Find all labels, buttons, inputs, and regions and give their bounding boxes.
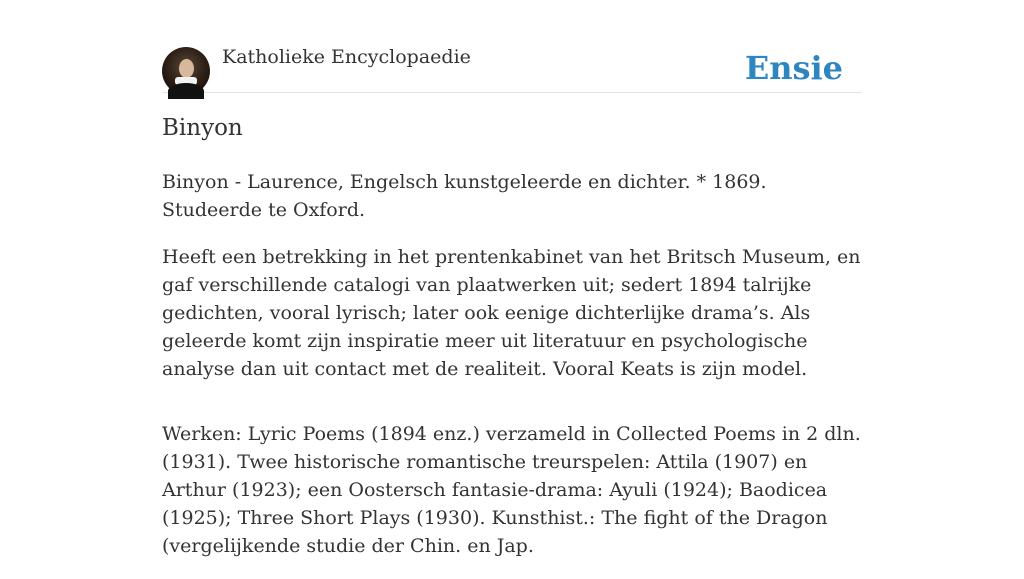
ensie-logo[interactable]: Ensie <box>744 49 843 87</box>
article-paragraph-career: Heeft een betrekking in het prentenkabinet van het Britsch Museum, en gaf verschillende catalogi van plaatwerken uit; sedert 1894 talrijke gedichten, vooral lyrisch; later ook eenige dichterlijke drama’s. Als geleerde komt zijn inspiratie meer uit literatuur en psychologische analyse dan uit contact met de realiteit. Vooral Keats is zijn model. <box>162 246 861 380</box>
article-paragraph-works: Werken: Lyric Poems (1894 enz.) verzameld in Collected Poems in 2 dln. (1931). Twee historische romantische treurspelen: Attila (1907) en Arthur (1923); een Oostersch fantasie-drama: Ayuli (1924); Baodicea (1925); Three Short Plays (1930). Kunsthist.: The fight of the Dragon (vergelijkende studie der Chin. en Jap. <box>162 423 861 557</box>
site-title-link[interactable]: Katholieke Encyclopaedie <box>222 46 471 68</box>
article-body <box>162 168 862 579</box>
article-paragraph-intro: Binyon - Laurence, Engelsch kunstgeleerde en dichter. * 1869. Studeerde te Oxford. <box>162 171 767 221</box>
page-title: Binyon <box>162 115 243 141</box>
avatar-coat <box>168 83 204 99</box>
portrait-avatar-icon[interactable] <box>162 47 210 95</box>
site-header <box>162 45 862 93</box>
avatar-face <box>179 59 194 78</box>
